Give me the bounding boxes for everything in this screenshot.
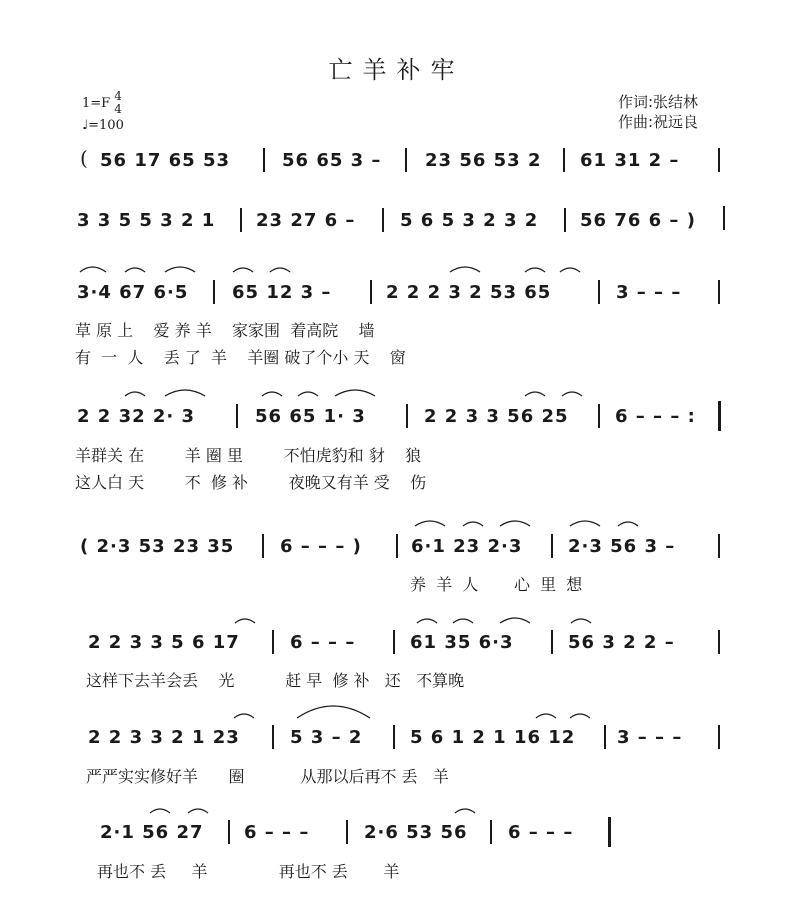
- bar-line: [382, 208, 384, 232]
- slur: [125, 392, 145, 396]
- bar-line: [598, 280, 600, 304]
- slur: [570, 521, 600, 526]
- bar-line: [604, 725, 606, 749]
- slur: [125, 268, 145, 272]
- bar-line: [272, 630, 274, 654]
- slur: [562, 392, 582, 396]
- bar-line: [228, 820, 230, 844]
- key-signature: 1=F: [82, 95, 111, 111]
- measure: 5 6 1 2 1 16 12: [410, 727, 576, 748]
- measure: 5 6 5 3 2 3 2: [400, 210, 539, 231]
- measure: 6 – – –: [290, 632, 356, 653]
- page-title: 亡羊补牢: [328, 56, 465, 84]
- bar-line: [393, 725, 395, 749]
- bar-line: [490, 820, 492, 844]
- slur: [500, 521, 530, 526]
- slur: [415, 521, 445, 526]
- measure: 2·1 56 27: [100, 822, 204, 843]
- final-bar: [608, 817, 611, 847]
- bar-line: [213, 280, 215, 304]
- measure: 3 3 5 5 3 2 1: [77, 210, 216, 231]
- measure: 61 35 6·3: [410, 632, 514, 653]
- measure: 3 – – –: [616, 282, 682, 303]
- bar-line: [723, 206, 725, 230]
- slur: [618, 522, 638, 526]
- slur: [417, 619, 437, 623]
- time-sig-bottom: 4: [114, 102, 122, 116]
- slur: [234, 714, 254, 718]
- measure: 2 2 3 3 56 25: [424, 406, 569, 427]
- slur: [525, 268, 545, 272]
- score-meta: [82, 90, 124, 133]
- measure: 56 76 6 – ): [580, 210, 696, 231]
- measure: 23 56 53 2: [425, 150, 542, 171]
- bar-line: [396, 534, 398, 558]
- lyric-line: 严严实实修好羊 圈 从那以后再不 丢 羊: [86, 767, 449, 786]
- bar-line: [551, 534, 553, 558]
- slur: [560, 268, 580, 272]
- bar-line: [598, 404, 600, 428]
- slur: [80, 267, 106, 272]
- measure: 6 – – –: [244, 822, 310, 843]
- bar-line: [718, 280, 720, 304]
- slur: [525, 392, 545, 396]
- slur: [335, 390, 375, 396]
- measure: 61 31 2 –: [580, 150, 680, 171]
- slur: [262, 392, 282, 396]
- bar-line: [551, 630, 553, 654]
- measure: 56 65 3 –: [282, 150, 382, 171]
- tempo-marking: ♩=100: [82, 118, 124, 133]
- time-sig-top: 4: [114, 89, 122, 103]
- lyric-line: 再也不 丢 羊 再也不 丢 羊: [97, 862, 400, 881]
- bar-line: [346, 820, 348, 844]
- slur: [165, 267, 195, 272]
- measure: 6 – – – :: [615, 406, 696, 427]
- slur: [450, 267, 480, 272]
- bar-line: [262, 534, 264, 558]
- measure: 56 3 2 2 –: [568, 632, 675, 653]
- slur: [297, 706, 370, 718]
- measure: 2 2 32 2· 3: [77, 406, 196, 427]
- slur: [150, 809, 170, 813]
- time-signature: [114, 90, 122, 116]
- slur: [536, 714, 556, 718]
- slur: [165, 390, 205, 396]
- slur: [571, 619, 591, 623]
- open-paren: (: [80, 146, 88, 170]
- bar-line: [370, 280, 372, 304]
- measure: 3·4 67 6·5: [77, 282, 189, 303]
- bar-line: [718, 630, 720, 654]
- lyric-line: 羊群关 在 羊 圈 里 不怕虎豹和 豺 狼: [75, 446, 422, 465]
- bar-line: [718, 725, 720, 749]
- lyric-line: 草 原 上 爱 养 羊 家家围 着高院 墙: [75, 321, 375, 340]
- measure: 2·3 56 3 –: [568, 536, 676, 557]
- slur: [500, 618, 530, 623]
- measure: 2 2 3 3 5 6 17: [88, 632, 240, 653]
- measure: 2 2 2 3 2 53 65: [386, 282, 552, 303]
- slur: [455, 809, 475, 813]
- repeat-end-bar: [718, 401, 721, 431]
- bar-line: [718, 148, 720, 172]
- measure: 56 65 1· 3: [255, 406, 366, 427]
- measure: 2·6 53 56: [364, 822, 468, 843]
- measure: 56 17 65 53: [100, 150, 230, 171]
- bar-line: [563, 148, 565, 172]
- bar-line: [393, 630, 395, 654]
- slur: [463, 522, 483, 526]
- slur: [298, 392, 318, 396]
- slur: [453, 619, 473, 623]
- measure: ( 2·3 53 23 35: [80, 536, 235, 557]
- bar-line: [406, 404, 408, 428]
- lyric-line: 有 一 人 丢 了 羊 羊圈 破了个小 天 窗: [75, 348, 406, 367]
- bar-line: [236, 404, 238, 428]
- composer: 作曲:祝远良: [618, 113, 699, 131]
- measure: 6·1 23 2·3: [411, 536, 523, 557]
- bar-line: [564, 208, 566, 232]
- measure: 6 – – – ): [280, 536, 362, 557]
- slur: [188, 809, 208, 813]
- slur: [270, 268, 290, 272]
- slur: [570, 714, 590, 718]
- measure: 23 27 6 –: [256, 210, 356, 231]
- bar-line: [272, 725, 274, 749]
- lyric-line: 养 羊 人 心 里 想: [410, 575, 583, 594]
- measure: 2 2 3 3 2 1 23: [88, 727, 240, 748]
- bar-line: [718, 534, 720, 558]
- slur: [233, 268, 253, 272]
- measure: 3 – – –: [617, 727, 683, 748]
- measure: 6 – – –: [508, 822, 574, 843]
- bar-line: [405, 148, 407, 172]
- credits: [618, 92, 698, 132]
- bar-line: [240, 208, 242, 232]
- bar-line: [263, 148, 265, 172]
- measure: 5 3 – 2: [290, 727, 363, 748]
- lyric-line: 这样下去羊会丢 光 赶 早 修 补 还 不算晚: [86, 671, 465, 690]
- slur: [235, 619, 255, 623]
- lyric-line: 这人白 天 不 修 补 夜晚又有羊 受 伤: [75, 473, 427, 492]
- measure: 65 12 3 –: [232, 282, 332, 303]
- lyricist: 作词:张结林: [618, 93, 699, 111]
